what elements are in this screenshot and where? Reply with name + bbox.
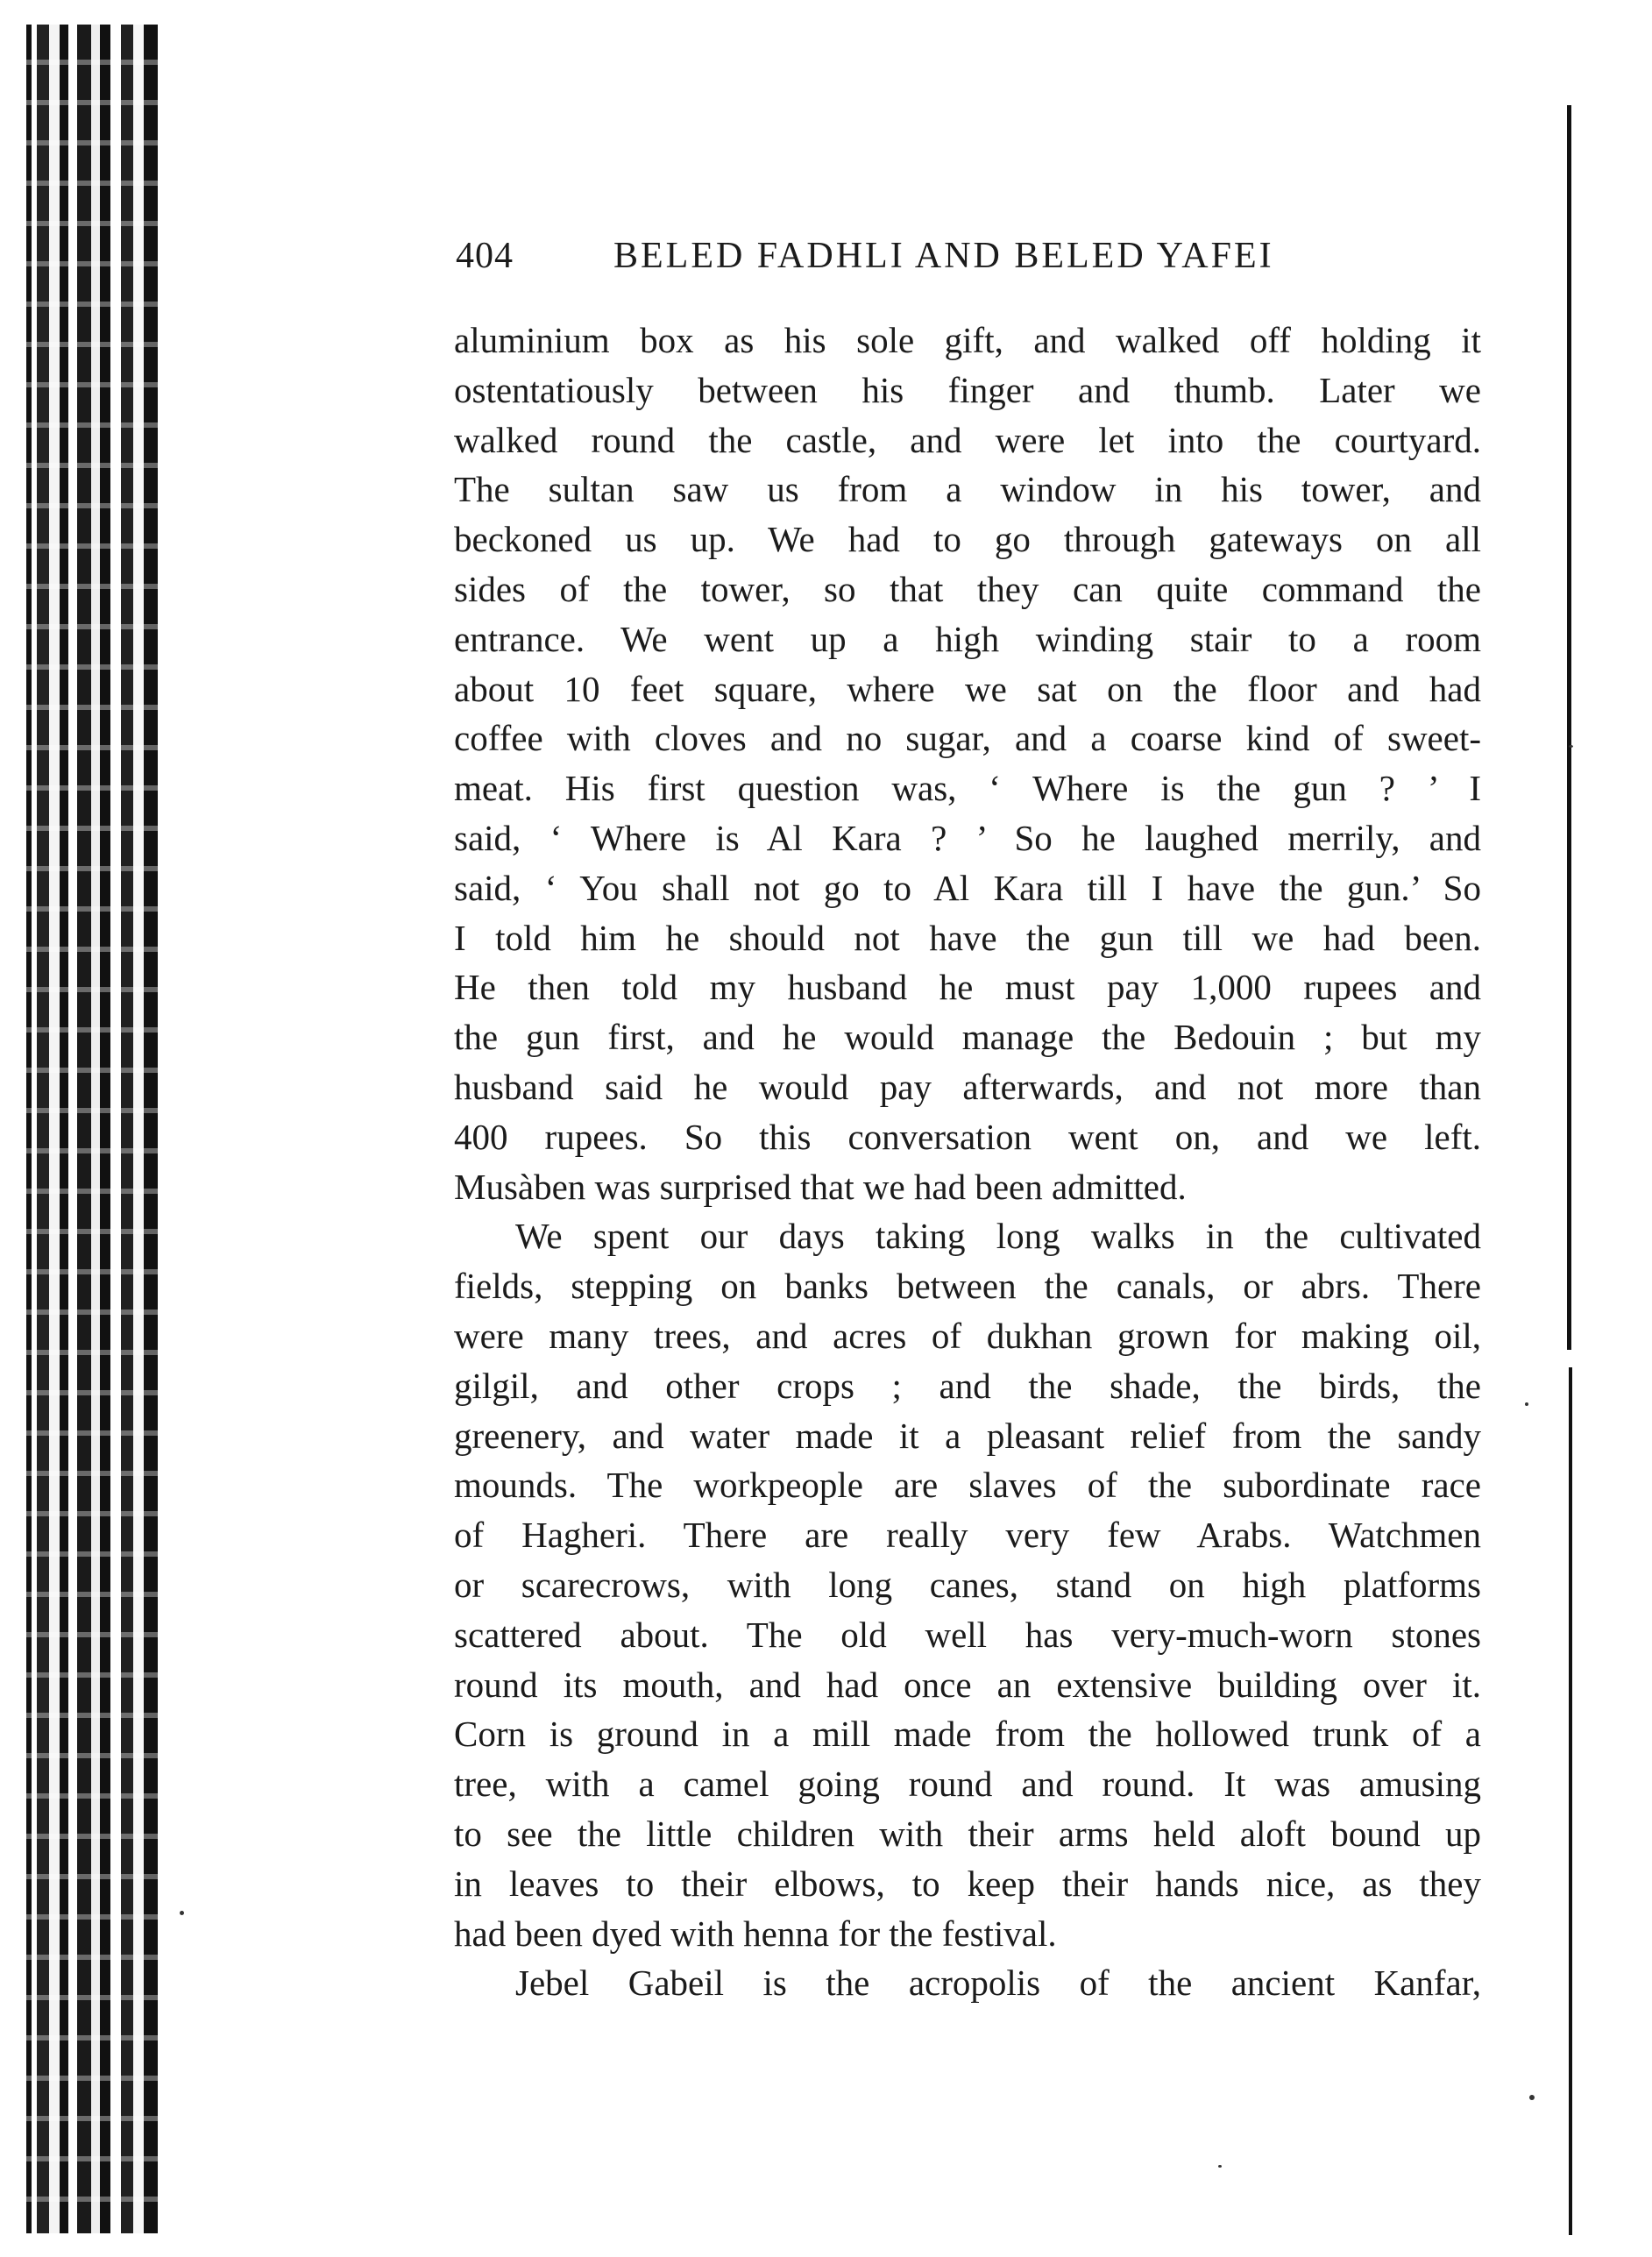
scan-speck (1529, 2095, 1535, 2100)
binding-gutter (26, 25, 167, 2233)
text-line: meat. His first question was, ‘ Where is the gun ? ’ I (454, 768, 1481, 809)
text-line: aluminium box as his sole gift, and walked off holding it (454, 320, 1481, 360)
text-line: round its mouth, and had once an extensive building over it. (454, 1664, 1481, 1705)
text-line: I told him he should not have the gun till we had been. (454, 917, 1481, 958)
text-line: were many trees, and acres of dukhan grown for making oil, (454, 1315, 1481, 1356)
text-line: ostentatiously between his finger and thumb. Later we (454, 369, 1481, 410)
text-line: coffee with cloves and no sugar, and a coarse kind of sweet- (454, 718, 1481, 759)
body-text (454, 316, 1481, 2008)
text-line: tree, with a camel going round and round. It was amusing (454, 1764, 1481, 1805)
text-line: the gun first, and he would manage the Bedouin ; but my (454, 1017, 1481, 1058)
text-line: beckoned us up. We had to go through gateways on all (454, 519, 1481, 560)
paragraph-start-line: Jebel Gabeil is the acropolis of the ancient Kanfar, (515, 1962, 1481, 2004)
text-line: in leaves to their elbows, to keep their hands nice, as they (454, 1863, 1481, 1904)
text-line: sides of the tower, so that they can quite command the (454, 568, 1481, 609)
text-line: about 10 feet square, where we sat on the floor and had (454, 668, 1481, 709)
page-number: 404 (456, 236, 514, 276)
page-edge-rule (1569, 1367, 1572, 2235)
text-line: 400 rupees. So this conversation went on, and we left. (454, 1116, 1481, 1157)
text-line: to see the little children with their arms held aloft bound up (454, 1813, 1481, 1854)
text-line: gilgil, and other crops ; and the shade, the birds, the (454, 1365, 1481, 1406)
text-line: had been dyed with henna for the festival. (454, 1913, 1057, 1954)
running-head (456, 235, 1481, 287)
text-line: fields, stepping on banks between the canals, or abrs. There (454, 1266, 1481, 1307)
text-line: walked round the castle, and were let into the courtyard. (454, 419, 1481, 460)
page-edge-rule (1567, 105, 1571, 1350)
text-line: said, ‘ Where is Al Kara ? ’ So he laughed merrily, and (454, 817, 1481, 858)
text-line: scattered about. The old well has very-much-worn stones (454, 1614, 1481, 1655)
text-line: greenery, and water made it a pleasant relief from the sandy (454, 1415, 1481, 1456)
running-title: BELED FADHLI AND BELED YAFEI (613, 236, 1274, 276)
scan-speck (1218, 2165, 1222, 2168)
text-line: He then told my husband he must pay 1,000 rupees and (454, 967, 1481, 1008)
text-line: of Hagheri. There are really very few Arabs. Watchmen (454, 1515, 1481, 1556)
text-line: mounds. The workpeople are slaves of the subordinate race (454, 1465, 1481, 1506)
scan-speck (1525, 1402, 1528, 1406)
text-line: or scarecrows, with long canes, stand on high platforms (454, 1564, 1481, 1605)
text-line: husband said he would pay afterwards, and not more than (454, 1066, 1481, 1107)
text-line: Corn is ground in a mill made from the hollowed trunk of a (454, 1714, 1481, 1755)
text-line: said, ‘ You shall not go to Al Kara till I have the gun.’ So (454, 867, 1481, 908)
scan-speck (180, 1911, 184, 1915)
text-line: The sultan saw us from a window in his tower, and (454, 469, 1481, 510)
text-line: Musàben was surprised that we had been admitted. (454, 1166, 1187, 1207)
scan-speck (1569, 745, 1573, 748)
paragraph-start-line: We spent our days taking long walks in the cultivated (515, 1216, 1481, 1257)
text-line: entrance. We went up a high winding stair to a room (454, 618, 1481, 659)
